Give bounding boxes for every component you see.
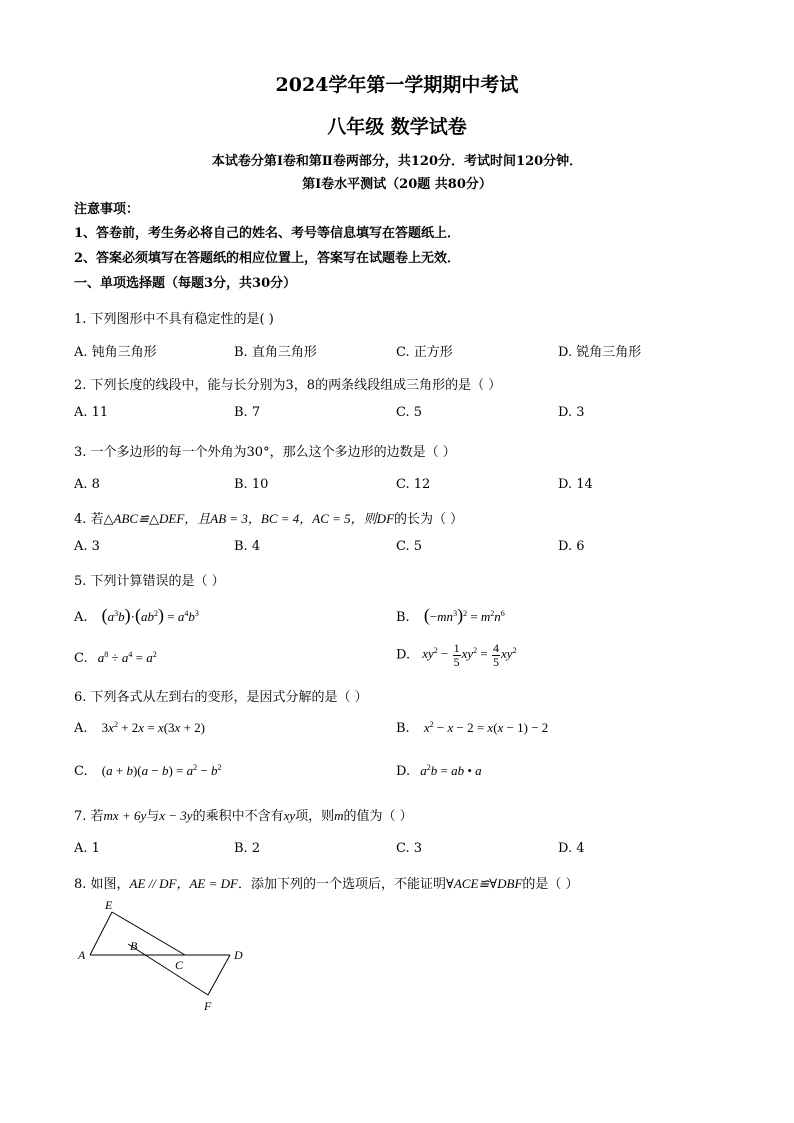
- q5-option-a-label: A.: [74, 610, 88, 625]
- q8-stem-suffix: 的是（ ）: [522, 877, 579, 892]
- q1-option-c: C. 正方形: [396, 345, 453, 360]
- q2-option-c: C. 5: [396, 405, 423, 420]
- q7-stem-part-5: 的值为（ ）: [343, 809, 413, 824]
- q7-expr-4: m: [334, 808, 344, 823]
- label-e: E: [105, 898, 113, 912]
- q7-stem-part-1: 7. 若: [74, 809, 104, 824]
- q7-expr-3: xy: [283, 808, 296, 823]
- q6-option-d: [396, 763, 482, 779]
- q7-option-b: B. 2: [234, 841, 261, 856]
- q4-option-d: D. 6: [558, 539, 585, 554]
- q4-stem-prefix: 4. 若: [74, 512, 104, 527]
- q4-stem: [74, 508, 463, 527]
- exam-title: 2024学年第一学期期中考试: [275, 74, 519, 96]
- notice-item-2: 2、答案必须填写在答题纸的相应位置上，答案写在试题卷上无效．: [74, 251, 461, 266]
- q5-option-d-formula: $xy^2$ − $\frac{1}{5}$ $xy^2$ = $\frac{4}{5}$ $xy^2$: [422, 641, 517, 669]
- q6-stem: 6. 下列各式从左到右的变形，是因式分解的是（ ）: [74, 690, 368, 705]
- q1-option-a: A. 钝角三角形: [74, 345, 157, 360]
- q6-option-b-label: B.: [396, 721, 410, 736]
- q5-option-a: [74, 605, 199, 626]
- q5-option-b: [396, 605, 505, 626]
- q6-option-d-label: D.: [396, 764, 411, 779]
- q1-option-d: D. 锐角三角形: [558, 345, 642, 360]
- q4-option-b: B. 4: [234, 539, 261, 554]
- q4-option-a: A. 3: [74, 539, 100, 554]
- q4-stem-expr: △ABC≌△DEF，且AB = 3，BC = 4，AC = 5，则DF: [103, 511, 395, 526]
- segment-bf: [128, 944, 208, 995]
- q5-option-b-label: B.: [396, 610, 410, 625]
- q8-figure: [70, 895, 260, 1020]
- q8-congruence: ∀ACE≌∀DBF: [445, 876, 523, 891]
- q5-option-a-formula: $(a^3b)\cdot(ab^2) = a^4b^3$: [101, 605, 199, 625]
- q5-option-b-formula: $(-mn^3)^2 = m^2n^6$: [423, 605, 505, 625]
- q8-stem-prefix: 8. 如图，: [74, 877, 130, 892]
- q7-stem-part-3: 的乘积中不含有: [192, 809, 284, 824]
- q5-option-c-label: C.: [74, 651, 88, 666]
- q2-option-a: A. 11: [74, 405, 109, 420]
- q7-option-c: C. 3: [396, 841, 423, 856]
- q1-stem: 1. 下列图形中不具有稳定性的是( ): [74, 312, 274, 327]
- segment-ec: [112, 912, 185, 955]
- q2-stem: 2. 下列长度的线段中，能与长分别为3，8的两条线段组成三角形的是（ ）: [74, 378, 502, 393]
- segment-ae: [90, 912, 112, 955]
- q3-option-c: C. 12: [396, 477, 431, 492]
- exam-subtitle: 八年级 数学试卷: [327, 116, 467, 138]
- q8-stem: [74, 873, 579, 892]
- q3-option-b: B. 10: [234, 477, 269, 492]
- q2-option-d: D. 3: [558, 405, 585, 420]
- q4-option-c: C. 5: [396, 539, 423, 554]
- exam-info: 本试卷分第Ⅰ卷和第Ⅱ卷两部分，共120分．考试时间120分钟．: [211, 154, 583, 169]
- q8-condition: AE // DF，AE = DF: [129, 876, 238, 891]
- q6-option-a-label: A.: [74, 721, 88, 736]
- notice-item-1: 1、答卷前，考生务必将自己的姓名、考号等信息填写在答题纸上．: [74, 226, 461, 241]
- q7-expr-1: mx + 6y: [103, 808, 147, 823]
- label-b: B: [130, 939, 138, 953]
- q4-stem-suffix: 的长为（ ）: [394, 512, 464, 527]
- q1-option-b: B. 直角三角形: [234, 345, 317, 360]
- q7-stem-part-4: 项，则: [295, 809, 335, 824]
- label-a: A: [78, 948, 86, 962]
- q3-stem: 3. 一个多边形的每一个外角为30°，那么这个多边形的边数是（ ）: [74, 445, 456, 460]
- q6-option-b: [396, 720, 548, 736]
- q3-option-a: A. 8: [74, 477, 100, 492]
- label-c: C: [175, 958, 184, 972]
- q5-option-c-formula: $a^8 \div a^4 = a^2$: [97, 650, 157, 665]
- q5-stem: 5. 下列计算错误的是（ ）: [74, 574, 225, 589]
- q7-option-d: D. 4: [558, 841, 585, 856]
- segment-df: [208, 955, 230, 995]
- q7-stem-part-2: 与: [146, 809, 160, 824]
- q7-expr-2: x − 3y: [159, 808, 193, 823]
- label-f: F: [204, 999, 212, 1013]
- q3-option-d: D. 14: [558, 477, 593, 492]
- label-d: D: [234, 948, 243, 962]
- q2-option-b: B. 7: [234, 405, 261, 420]
- q6-option-c-label: C.: [74, 764, 88, 779]
- q6-option-a: [74, 720, 205, 736]
- q7-option-a: A. 1: [74, 841, 100, 856]
- q5-option-d: [396, 642, 517, 669]
- q6-option-c-formula: $(a + b)(a - b) = a^2 - b^2$: [101, 763, 222, 778]
- section-1-heading: 一、单项选择题（每题3分，共30分）: [74, 276, 297, 291]
- q6-option-d-formula: $a^2b$ = ab • a: [420, 763, 482, 778]
- q5-option-d-label: D.: [396, 647, 411, 663]
- q6-option-b-formula: $x^2 - x - 2 = x(x - 1) - 2$: [423, 720, 549, 735]
- q8-stem-mid: ．添加下列的一个选项后，不能证明: [237, 877, 446, 892]
- part1-heading: 第Ⅰ卷水平测试（20题 共80分）: [302, 177, 492, 192]
- q6-option-c: [74, 763, 221, 779]
- q5-option-c: [74, 650, 157, 666]
- notice-heading: 注意事项：: [74, 202, 140, 217]
- q7-stem: [74, 805, 413, 824]
- q6-option-a-formula: $3x^2 + 2x = x(3x + 2)$: [101, 720, 205, 735]
